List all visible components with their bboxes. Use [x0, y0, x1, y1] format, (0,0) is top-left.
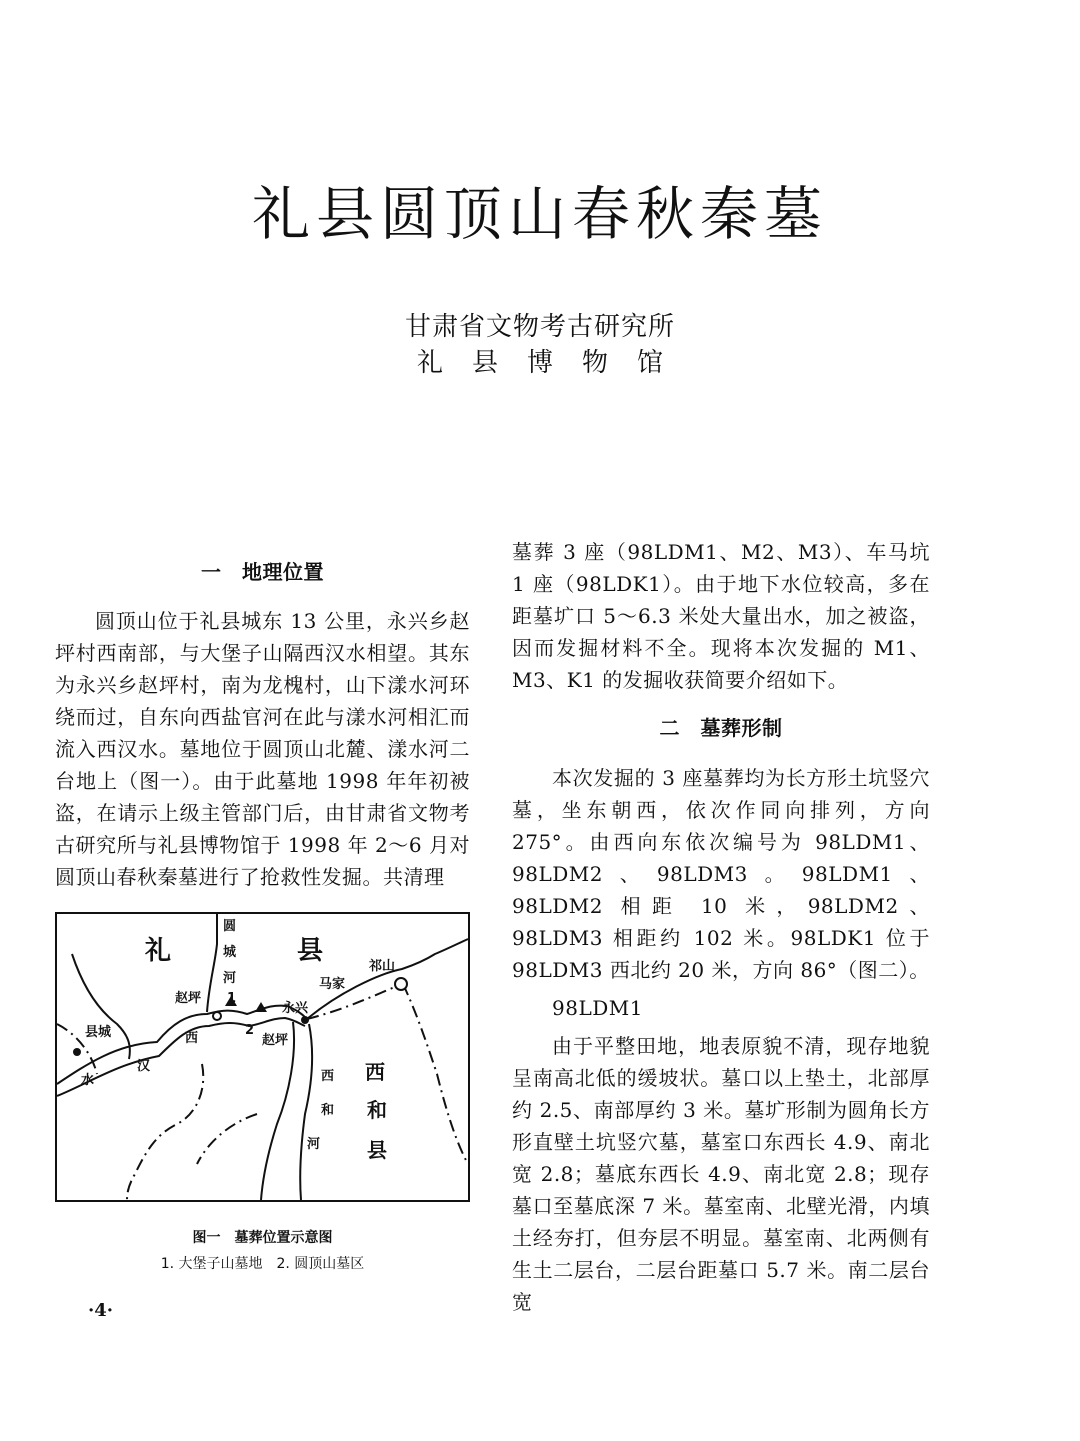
county-border-left	[127, 1064, 203, 1200]
map-label-xian: 县	[297, 936, 324, 966]
map-label-zhaoping-1: 赵坪	[175, 991, 202, 1006]
yuancheng-river	[207, 914, 217, 1012]
xihe-river-branch	[261, 1022, 294, 1200]
map-label-han: 汉	[137, 1059, 151, 1074]
map-label-zhaoping-2: 赵坪	[262, 1033, 289, 1048]
map-label-marker-2: 2	[245, 1023, 255, 1038]
yongxing-marker	[301, 1016, 309, 1024]
section-heading-2: 二 墓葬形制	[659, 716, 783, 740]
map-label-majia: 马家	[319, 977, 346, 992]
map-label-xihe-river-3: 河	[307, 1137, 321, 1152]
page-number: ·4·	[88, 1300, 114, 1321]
author-museum: 礼县博物馆	[416, 348, 692, 378]
figure-caption-items: 1. 大堡子山墓地 2. 圆顶山墓区	[160, 1256, 365, 1272]
map-label-shui: 水	[81, 1073, 95, 1088]
map-label-xihe-1: 西	[365, 1060, 385, 1084]
map-label-cheng: 城	[223, 945, 237, 960]
map-label-li: 礼	[145, 936, 172, 966]
map-label-yuan: 圆	[223, 919, 237, 934]
location-map	[55, 912, 470, 1202]
county-border-lower	[197, 1114, 257, 1164]
map-label-xihe-2: 和	[367, 1098, 387, 1122]
county-border-far-east	[403, 984, 468, 1164]
qishan-marker	[395, 978, 407, 990]
page-title: 礼县圆顶山春秋秦墓	[251, 180, 828, 248]
map-label-yongxing: 永兴	[282, 1001, 309, 1016]
author-institute: 甘肃省文物考古研究所	[404, 312, 675, 342]
map-label-xiancheng: 县城	[85, 1025, 112, 1040]
left-column	[55, 556, 470, 893]
xihe-river	[300, 1024, 312, 1200]
map-label-marker-1: 1	[227, 991, 237, 1006]
map-label-qishan: 祁山	[369, 959, 396, 974]
section-1-paragraph: 圆顶山位于礼县城东 13 公里，永兴乡赵坪村西南部，与大堡子山隔西汉水相望。其东为永兴乡赵坪村，南为龙槐村，山下漾水河环绕而过，自东向西盐官河在此与漾水河相汇而流入西汉水。墓地位于圆顶山北麓、漾水河二台地上（图一）。由于此墓地 1998 年年初被盗，在请示上级主管部门后，由甘肃省文物考古研究所与礼县博物馆于 1998 年 2～6 月对圆顶山春秋秦墓进行了抢救性发掘。共清理	[55, 609, 470, 889]
map-label-xi: 西	[185, 1031, 199, 1046]
figure-caption-title: 图一 墓葬位置示意图	[192, 1230, 333, 1246]
map-label-he: 河	[223, 971, 237, 986]
section-heading-1: 一 地理位置	[201, 560, 324, 584]
right-column	[512, 536, 930, 1318]
section-2-subheading: 98LDM1	[552, 996, 643, 1020]
section-2-paragraph-1: 本次发掘的 3 座墓葬均为长方形土坑竖穴墓，坐东朝西，依次作同向排列，方向 275°。由西向东依次编号为 98LDM1、98LDM2、98LDM3。98LDM1、98LDM2 相距 10 米，98LDM2、98LDM3 相距约 102 米。98LDK1 位于 98LDM3 西北约 20 米，方向 86°（图二）。	[512, 766, 930, 982]
map-lines	[57, 914, 468, 1200]
county-town-marker	[73, 1048, 81, 1056]
map-label-xihe-river-2: 和	[321, 1103, 335, 1118]
map-label-xihe-river-1: 西	[321, 1069, 335, 1084]
map-label-xihe-3: 县	[367, 1138, 387, 1162]
right-continuation-paragraph: 墓葬 3 座（98LDM1、M2、M3）、车马坑 1 座（98LDK1）。由于地下水位较高，多在距墓圹口 5～6.3 米处大量出水，加之被盗，因而发掘材料不全。现将本次发掘的 M1、M3、K1 的发掘收获简要介绍如下。	[512, 540, 930, 692]
section-2-paragraph-2: 由于平整田地，地表原貌不清，现存地貌呈南高北低的缓坡状。墓口以上垫土，北部厚约 2.5、南部厚约 3 米。墓圹形制为圆角长方形直壁土坑竖穴墓，墓室口东西长 4.9、南北宽 2.8；墓底东西长 4.9、南北宽 2.8；现存墓口至墓底深 7 米。墓室南、北壁光滑，内填土经夯打，但夯层不明显。墓室南、北两侧有生土二层台，二层台距墓口 5.7 米。南二层台宽	[512, 1034, 930, 1314]
zhaoping-marker	[213, 1012, 221, 1020]
